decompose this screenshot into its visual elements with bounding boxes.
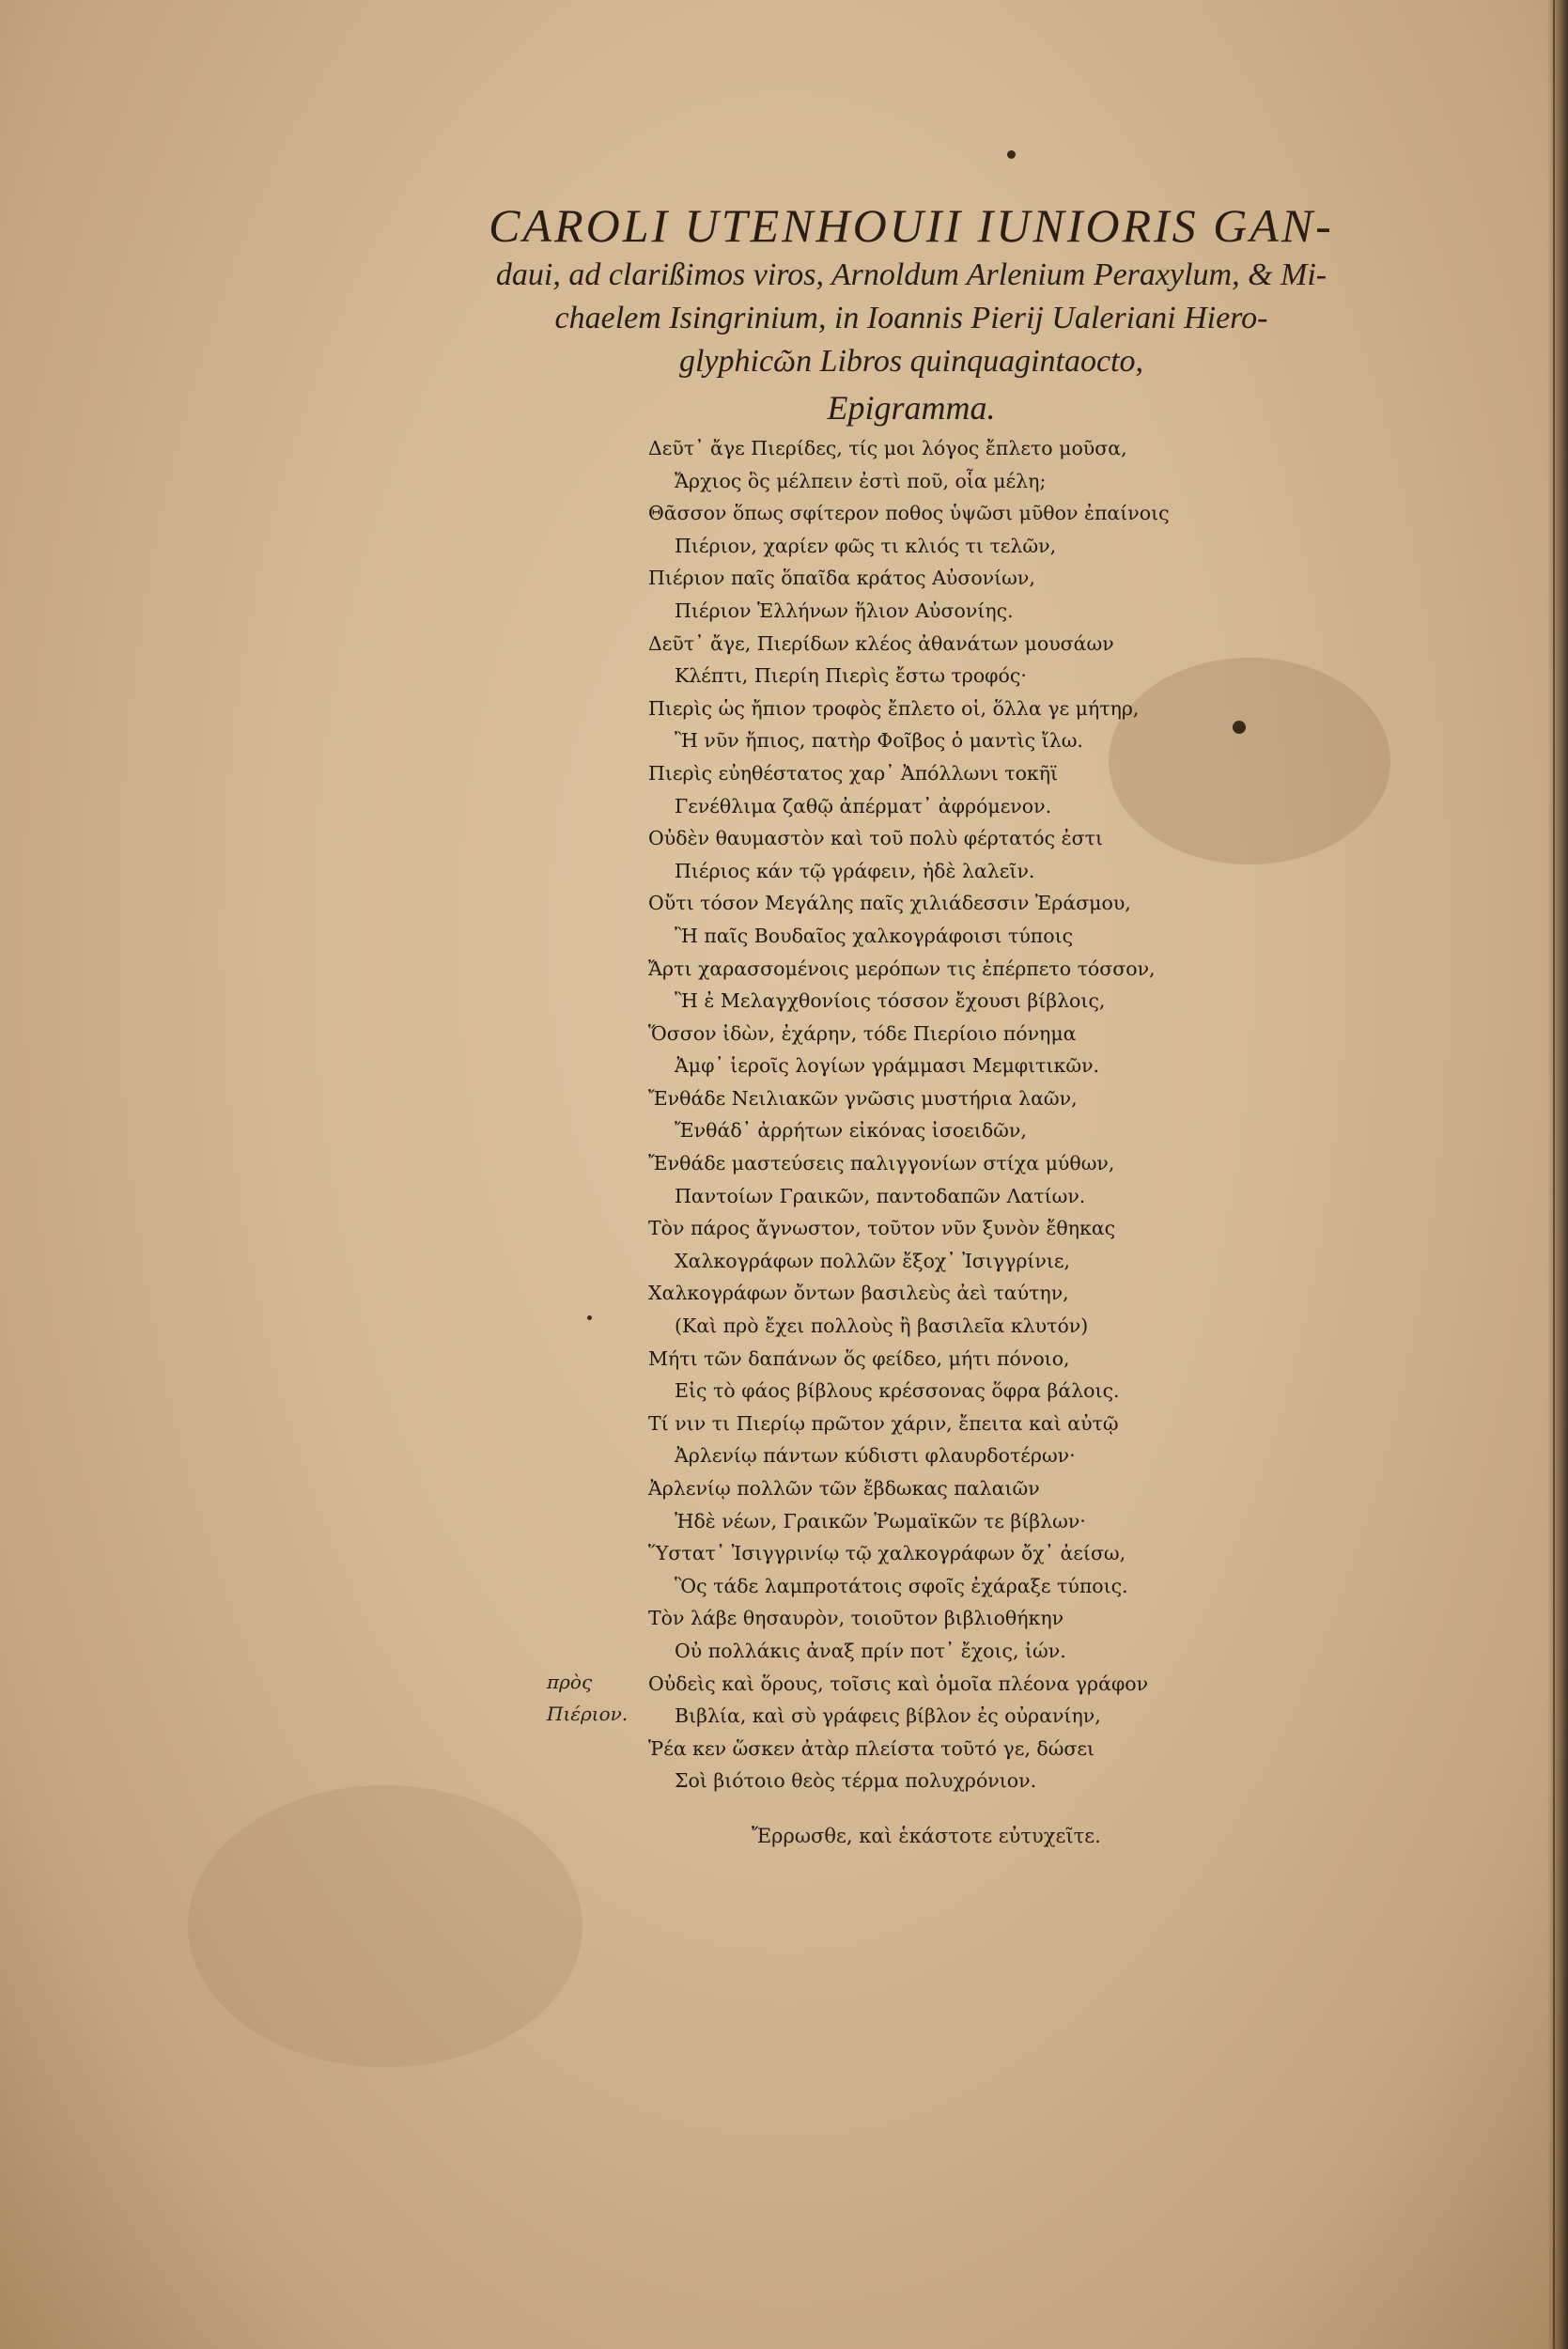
poem-verse: Πιέριος κάν τῷ γράφειν, ἠδὲ λαλεῖν. xyxy=(675,859,1035,882)
poem-verse: Ῥέα κεν ὥσκεν ἀτὰρ πλείστα τοῦτό γε, δώσει xyxy=(648,1736,1095,1760)
poem-verse: Τὸν λάβε θησαυρὸν, τοιοῦτον βιβλιοθήκην xyxy=(648,1607,1064,1630)
poem-verse: Πιερὶς εὐηθέστατος χαρ᾽ Ἀπόλλωνι τοκῆϊ xyxy=(648,761,1059,785)
poem-verse: Σοὶ βιότοιο θεὸς τέρμα πολυχρόνιον. xyxy=(675,1769,1037,1793)
poem-verse: Ἢ ἐ Μελαγχθονίοις τόσσον ἔχουσι βίβλοις, xyxy=(675,989,1106,1013)
poem-verse: Οὐ πολλάκις ἀναξ πρίν ποτ᾽ ἔχοις, ἰών. xyxy=(675,1639,1066,1662)
poem-verse: Κλέπτι, Πιερίη Πιερὶς ἔστω τροφός· xyxy=(675,664,1027,688)
margin-note: πρὸς Πιέριον. xyxy=(547,1671,629,1725)
poem-verse: Οὐδὲν θαυμαστὸν καὶ τοῦ πολὺ φέρτατός ἐστι xyxy=(648,827,1103,850)
poem-verse: Ἄρτι χαρασσομένοις μερόπων τις ἐπέρπετο τόσσον, xyxy=(648,957,1156,980)
poem-verse: Οὔτι τόσον Μεγάλης παῖς χιλιάδεσσιν Ἐράσμου, xyxy=(648,892,1131,915)
poem-verse: Ἔνθάδ᾽ ἀρρήτων εἰκόνας ἰσοειδῶν, xyxy=(675,1119,1027,1143)
poem-verse: Ἢ παῖς Βουδαῖος χαλκογράφοισι τύποις xyxy=(675,924,1074,947)
page-edge-line xyxy=(1553,0,1555,2349)
ink-dot xyxy=(1007,150,1016,159)
title-line-5: Epigramma. xyxy=(827,389,996,427)
poem-verse: Βιβλία, καὶ σὺ γράφεις βίβλον ἐς οὐρανίην, xyxy=(675,1704,1101,1728)
epigram-title xyxy=(474,197,1348,432)
poem-verse: Οὐδεὶς καὶ ὅρους, τοῖσις καὶ ὁμοῖα πλέονα γράφον xyxy=(648,1672,1149,1695)
title-line-4: glyphicῶn Libros quinquagintaocto, xyxy=(678,344,1143,379)
page-edge-shadow xyxy=(1547,0,1568,2349)
poem-verse: Χαλκογράφων πολλῶν ἔξοχ᾽ Ἰσιγγρίνιε, xyxy=(675,1249,1071,1272)
ink-dot xyxy=(1233,721,1246,734)
poem-verse: Γενέθλιμα ζαθῷ ἀπέρματ᾽ ἀφρόμενον. xyxy=(675,794,1052,817)
poem-verse: Παντοίων Γραικῶν, παντοδαπῶν Λατίων. xyxy=(675,1184,1086,1207)
closing-line: Ἔρρωσθε, καὶ ἑκάστοτε εὐτυχεῖτε. xyxy=(752,1825,1101,1847)
paper-stain xyxy=(188,1785,582,2067)
poem-verse: Εἰς τὸ φάος βίβλους κρέσσονας ὅφρα βάλοις. xyxy=(675,1379,1120,1403)
poem-verse: Μήτι τῶν δαπάνων ὅς φείδεο, μήτι πόνοιο, xyxy=(648,1346,1070,1370)
title-line-2: daui, ad clarißimos viros, Arnoldum Arlenium Peraxylum, & Mi- xyxy=(495,257,1327,292)
poem-verse: Τὸν πάρος ἄγνωστον, τοῦτον νῦν ξυνὸν ἔθηκας xyxy=(648,1217,1116,1240)
poem-verse: Ὅσσον ἰδὼν, ἐχάρην, τόδε Πιερίοιο πόνημα xyxy=(648,1021,1077,1045)
title-line-3: chaelem Isingrinium, in Ioannis Pierij Ualeriani Hiero- xyxy=(554,301,1268,335)
poem-verse: Ἄρχιος ὃς μέλπειν ἐστὶ ποῦ, οἷα μέλη; xyxy=(675,469,1047,492)
poem-verse: Ἠδὲ νέων, Γραικῶν Ῥωμαϊκῶν τε βίβλων· xyxy=(675,1509,1086,1532)
poem-verse: Πιέριον Ἑλλήνων ἥλιον Αὐσονίης. xyxy=(675,599,1014,622)
poem-verse: Πιερὶς ὡς ἤπιον τροφὸς ἔπλετο οἱ, ὅλλα γε μήτηρ, xyxy=(648,696,1140,720)
poem-verse: Ἔνθάδε Νειλιακῶν γνῶσις μυστήρια λαῶν, xyxy=(648,1086,1078,1110)
poem-verse: Θᾶσσον ὅπως σφίτερον ποθος ὑψῶσι μῦθον ἐπαίνοις xyxy=(648,502,1170,525)
ink-dot xyxy=(587,1315,592,1320)
title-line-1: CAROLI UTENHOUII IUNIORIS GAN- xyxy=(489,199,1334,252)
poem-verse: Ἢ νῦν ἤπιος, πατὴρ Φοῖβος ὁ μαντὶς ἴλω. xyxy=(675,729,1083,753)
poem-verse: Πιέριον, χαρίεν φῶς τι κλιός τι τελῶν, xyxy=(675,534,1057,557)
poem-verse: Ὕστατ᾽ Ἰσιγγρινίῳ τῷ χαλκογράφων ὄχ᾽ ἀείσω, xyxy=(648,1542,1126,1565)
poem-verse: Ὃς τάδε λαμπροτάτοις σφοῖς ἐχάραξε τύποις. xyxy=(675,1574,1128,1597)
poem-verse: Δεῦτ᾽ ἄγε, Πιερίδων κλέος ἀθανάτων μουσάων xyxy=(648,631,1114,655)
poem-verse: Χαλκογράφων ὄντων βασιλεὺς ἀεὶ ταύτην, xyxy=(648,1282,1069,1305)
poem-verse: Ἀρλενίῳ πάντων κύδιστι φλαυρδοτέρων· xyxy=(675,1444,1076,1468)
poem-verse: Τί νιν τι Πιερίῳ πρῶτον χάριν, ἔπειτα καὶ αὐτῷ xyxy=(648,1411,1119,1435)
poem-verse: Ἀμφ᾽ ἱεροῖς λογίων γράμμασι Μεμφιτικῶν. xyxy=(675,1054,1100,1078)
poem-verse: Ἀρλενίῳ πολλῶν τῶν ἔβδωκας παλαιῶν xyxy=(648,1477,1040,1500)
poem-verse: Πιέριον παῖς ὅπαῖδα κράτος Αὐσονίων, xyxy=(648,567,1035,590)
poem-verse: Ἔνθάδε μαστεύσεις παλιγγονίων στίχα μύθων, xyxy=(648,1152,1115,1175)
poem-verse: Δεῦτ᾽ ἄγε Πιερίδες, τίς μοι λόγος ἔπλετο μοῦσα, xyxy=(648,437,1127,459)
poem-verse: (Καὶ πρὸ ἔχει πολλοὺς ἢ βασιλεῖα κλυτόν) xyxy=(675,1315,1089,1338)
greek-poem xyxy=(648,432,1212,1797)
